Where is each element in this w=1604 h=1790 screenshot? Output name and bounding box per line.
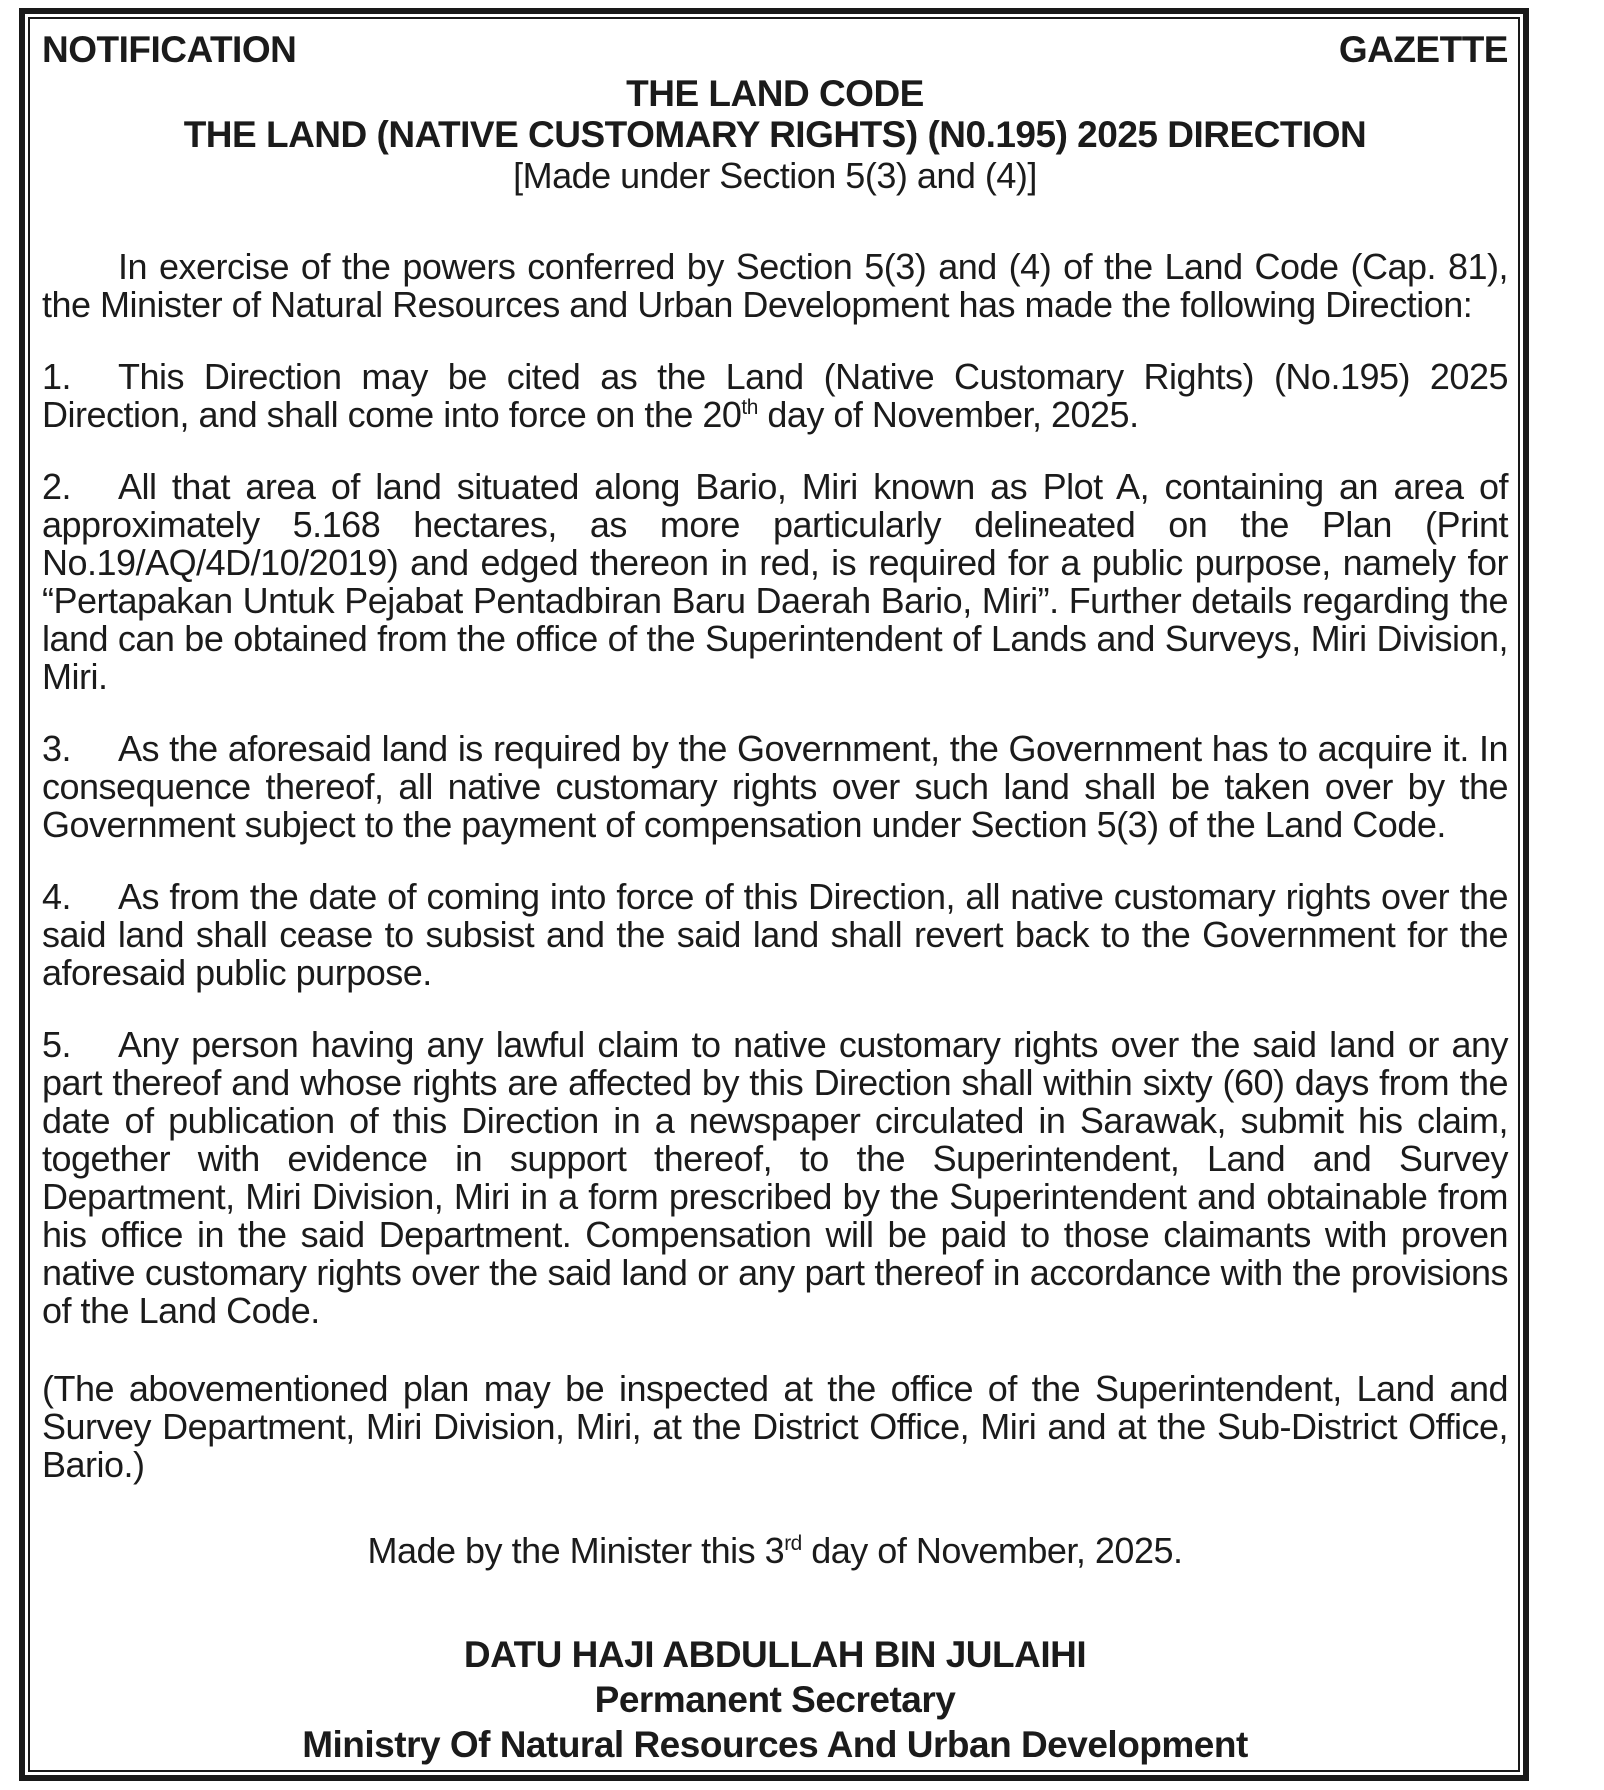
- clause-3-number: 3.: [42, 728, 72, 769]
- clause-2-number: 2.: [42, 466, 72, 507]
- made-by-ordinal-suffix: rd: [784, 1532, 802, 1555]
- clause-1-number: 1.: [42, 356, 72, 397]
- document-inner-border: [28, 17, 1520, 1772]
- document-subtitle: THE LAND (NATIVE CUSTOMARY RIGHTS) (N0.195) 2025 DIRECTION: [183, 114, 1367, 155]
- clause-4-text: As from the date of coming into force of this Direction, all native customary rights over the said land shall cease to subsist and the said land shall revert back to the Government for the aforesaid public purpose.: [42, 876, 1508, 993]
- clause-5-text: Any person having any lawful claim to native customary rights over the said land or any part thereof and whose rights are affected by this Direction shall within sixty (60) days from the date of publication of this Direction in a newspaper circulated in Sarawak, submit his claim, together with evidence in support thereof, to the Superintendent, Land and Survey Department, Miri Division, Miri in a form prescribed by the Superintendent and obtainable from his office in the said Department. Compensation will be paid to those claimants with proven native customary rights over the said land or any part thereof in accordance with the provisions of the Land Code.: [42, 1024, 1508, 1331]
- notification-label: NOTIFICATION: [42, 29, 297, 70]
- clause-5: [42, 1026, 1508, 1330]
- made-by-text: Made by the Minister this 3: [367, 1530, 785, 1571]
- intro-paragraph: In exercise of the powers conferred by Section 5(3) and (4) of the Land Code (Cap. 81), the Minister of Natural Resources and Urban Development has made the following Direction:: [42, 246, 1508, 325]
- clause-3: [42, 730, 1508, 844]
- signature-block: [42, 1632, 1508, 1767]
- gazette-label: GAZETTE: [1338, 29, 1508, 70]
- clause-1: [42, 358, 1508, 434]
- signatory-title: Permanent Secretary: [594, 1679, 956, 1720]
- clause-2: [42, 468, 1508, 696]
- made-by-line: [42, 1532, 1508, 1570]
- clause-4-number: 4.: [42, 876, 72, 917]
- clause-1-text-end: day of November, 2025.: [757, 394, 1139, 435]
- clause-1-ordinal-suffix: th: [741, 396, 758, 419]
- clause-4: [42, 878, 1508, 992]
- header-row: [42, 27, 1508, 73]
- plan-inspection-note: (The abovementioned plan may be inspected at the office of the Superintendent, Land and Survey Department, Miri Division, Miri, at the District Office, Miri and at the Sub-District Office, Bario.): [42, 1368, 1508, 1485]
- document-content: [42, 27, 1508, 1767]
- made-by-text-end: day of November, 2025.: [801, 1530, 1183, 1571]
- clause-1-text: This Direction may be cited as the Land (Native Customary Rights) (No.195) 2025 Direction, and shall come into force on the 20: [42, 356, 1508, 435]
- document-title: THE LAND CODE: [626, 73, 924, 114]
- signatory-ministry: Ministry Of Natural Resources And Urban Development: [302, 1724, 1248, 1765]
- made-under-line: [Made under Section 5(3) and (4)]: [513, 155, 1037, 196]
- clause-5-number: 5.: [42, 1024, 72, 1065]
- signatory-name: DATU HAJI ABDULLAH BIN JULAIHI: [463, 1634, 1087, 1675]
- clause-2-text: All that area of land situated along Bario, Miri known as Plot A, containing an area of approximately 5.168 hectares, as more particularly delineated on the Plan (Print No.19/AQ/4D/10/2019) and edged thereon in red, is required for a public purpose, namely for “Pertapakan Untuk Pejabat Pentadbiran Baru Daerah Bario, Miri”. Further details regarding the land can be obtained from the office of the Superintendent of Lands and Surveys, Miri Division, Miri.: [42, 466, 1508, 697]
- clause-3-text: As the aforesaid land is required by the Government, the Government has to acquire it. In consequence thereof, all native customary rights over such land shall be taken over by the Government subject to the payment of compensation under Section 5(3) of the Land Code.: [42, 728, 1508, 845]
- document-outer-border: [19, 8, 1529, 1781]
